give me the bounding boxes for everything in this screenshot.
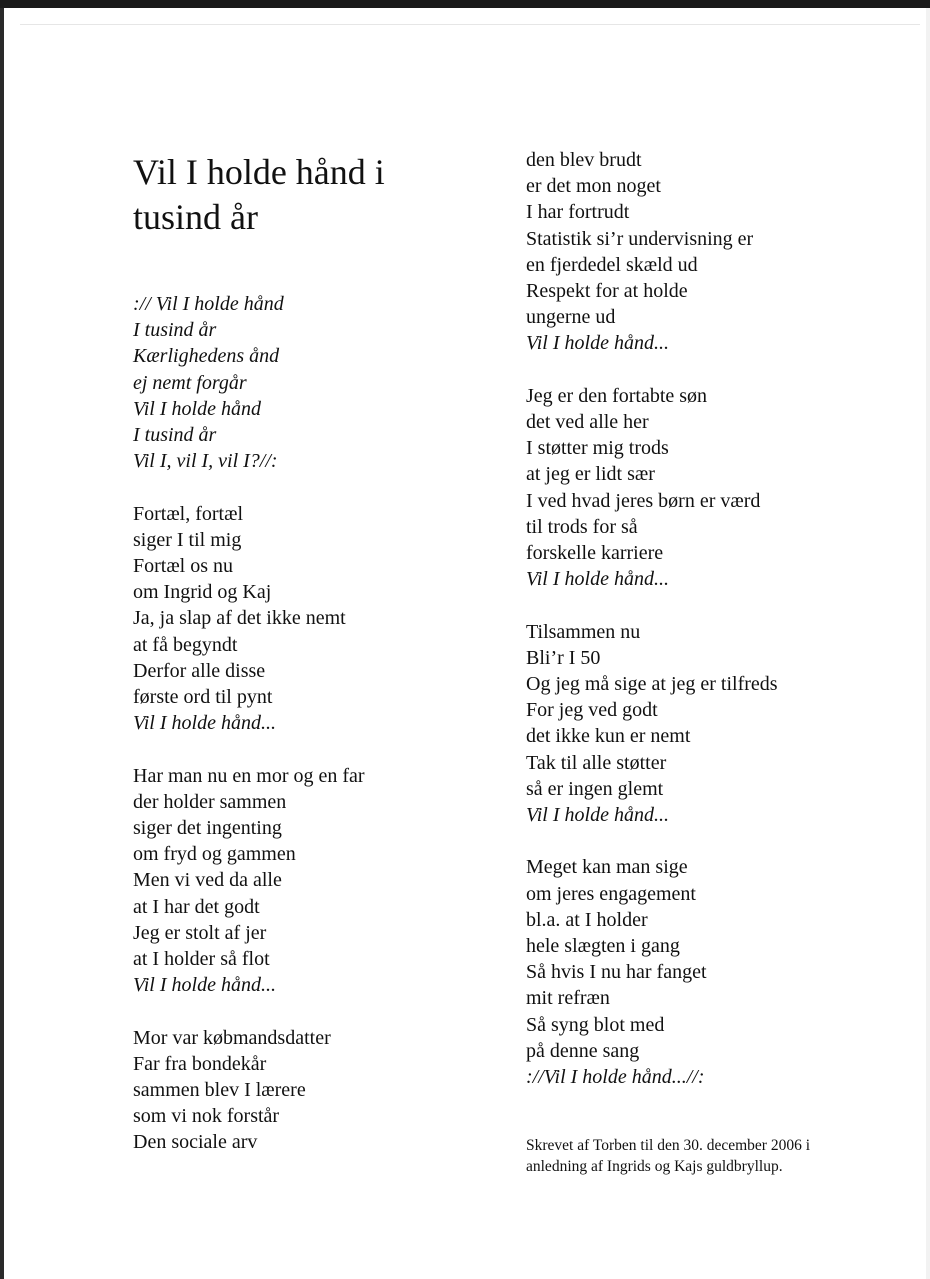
lyric-line: den blev brudt [526, 149, 642, 171]
author-note [526, 1135, 906, 1177]
lyric-line: I tusind år [133, 424, 217, 447]
lyric-line: Vil I holde hånd [133, 397, 261, 420]
lyric-line: Den sociale arv [133, 1131, 258, 1154]
lyric-line: at jeg er lidt sær [526, 463, 655, 486]
lyric-line: siger I til mig [133, 528, 242, 551]
lyric-line: Respekt for at holde [526, 280, 688, 303]
lyric-line: så er ingen glemt [526, 777, 664, 800]
scan-border-left [0, 8, 4, 1279]
left-column [133, 291, 493, 1182]
scan-border-top [0, 0, 930, 8]
lyric-line: I tusind år [133, 319, 217, 342]
lyric-line: Far fra bondekår [133, 1052, 267, 1075]
verse-stanza [526, 383, 916, 593]
song-title [133, 150, 493, 240]
refrain-line: ://Vil I holde hånd...//: [526, 1066, 705, 1089]
lyric-line: Men vi ved da alle [133, 869, 282, 892]
lyric-line: Vil I, vil I, vil I?//: [133, 450, 278, 473]
lyric-line: :// Vil I holde hånd [133, 293, 284, 315]
lyric-line: forskelle karriere [526, 542, 664, 565]
lyric-line: Mor var købmandsdatter [133, 1026, 331, 1049]
author-note-line: anledning af Ingrids og Kajs guldbryllup. [526, 1158, 783, 1175]
scan-edge-line [20, 24, 920, 25]
lyric-line: Bli’r I 50 [526, 646, 601, 669]
lyric-line: til trods for så [526, 515, 638, 538]
lyric-line: Så syng blot med [526, 1013, 665, 1036]
lyric-line: Jeg er den fortabte søn [526, 384, 708, 407]
lyric-line: For jeg ved godt [526, 699, 658, 722]
lyric-line: I har fortrudt [526, 201, 630, 224]
lyric-line: ej nemt forgår [133, 371, 247, 394]
lyric-line: på denne sang [526, 1039, 640, 1062]
lyric-line: om jeres engagement [526, 882, 696, 905]
lyric-line: bl.a. at I holder [526, 908, 648, 931]
refrain-line: Vil I holde hånd... [133, 974, 276, 997]
verse-stanza [133, 763, 493, 999]
lyric-line: om Ingrid og Kaj [133, 581, 272, 604]
lyric-line: sammen blev I lærere [133, 1079, 306, 1102]
lyric-line: at I har det godt [133, 895, 260, 918]
lyric-line: Tak til alle støtter [526, 751, 667, 774]
title-line: Vil I holde hånd i [133, 152, 385, 192]
lyric-line: en fjerdedel skæld ud [526, 253, 698, 276]
refrain-line: Vil I holde hånd... [133, 712, 276, 735]
lyric-line: der holder sammen [133, 790, 287, 813]
lyric-line: Så hvis I nu har fanget [526, 961, 707, 984]
author-note-line: Skrevet af Torben til den 30. december 2006 i [526, 1137, 811, 1154]
right-column [526, 147, 916, 1116]
lyric-line: Og jeg må sige at jeg er tilfreds [526, 673, 778, 696]
verse-stanza [526, 147, 916, 357]
lyric-line: Meget kan man sige [526, 856, 688, 879]
lyric-line: at I holder så flot [133, 948, 270, 971]
lyric-line: Jeg er stolt af jer [133, 921, 267, 944]
lyric-line: Derfor alle disse [133, 659, 266, 682]
lyric-line: mit refræn [526, 987, 610, 1010]
lyric-line: siger det ingenting [133, 817, 282, 840]
lyric-line: Tilsammen nu [526, 620, 641, 643]
lyric-line: som vi nok forstår [133, 1105, 280, 1128]
lyric-line: det ikke kun er nemt [526, 725, 691, 748]
lyric-line: I støtter mig trods [526, 437, 669, 460]
lyric-line: det ved alle her [526, 411, 649, 434]
title-line: tusind år [133, 197, 258, 237]
lyric-line: første ord til pynt [133, 686, 273, 709]
lyric-line: er det mon noget [526, 175, 661, 198]
lyric-line: hele slægten i gang [526, 935, 680, 958]
refrain-line: Vil I holde hånd... [526, 568, 669, 591]
lyric-line: Kærlighedens ånd [133, 345, 280, 368]
lyric-line: Fortæl os nu [133, 555, 234, 578]
lyric-line: I ved hvad jeres børn er værd [526, 489, 761, 512]
lyric-line: Fortæl, fortæl [133, 502, 244, 525]
lyric-line: Har man nu en mor og en far [133, 764, 365, 787]
verse-stanza [133, 501, 493, 737]
refrain-line: Vil I holde hånd... [526, 804, 669, 827]
lyric-line: Ja, ja slap af det ikke nemt [133, 607, 346, 630]
lyric-line: ungerne ud [526, 306, 616, 329]
verse-stanza [133, 1025, 493, 1156]
scan-border-right [926, 8, 930, 1279]
lyric-line: Statistik si’r undervisning er [526, 227, 754, 250]
verse-stanza [526, 854, 916, 1090]
refrain-line: Vil I holde hånd... [526, 332, 669, 355]
lyric-line: at få begyndt [133, 633, 238, 656]
lyric-line: om fryd og gammen [133, 843, 296, 866]
chorus-stanza [133, 291, 493, 474]
verse-stanza [526, 619, 916, 829]
